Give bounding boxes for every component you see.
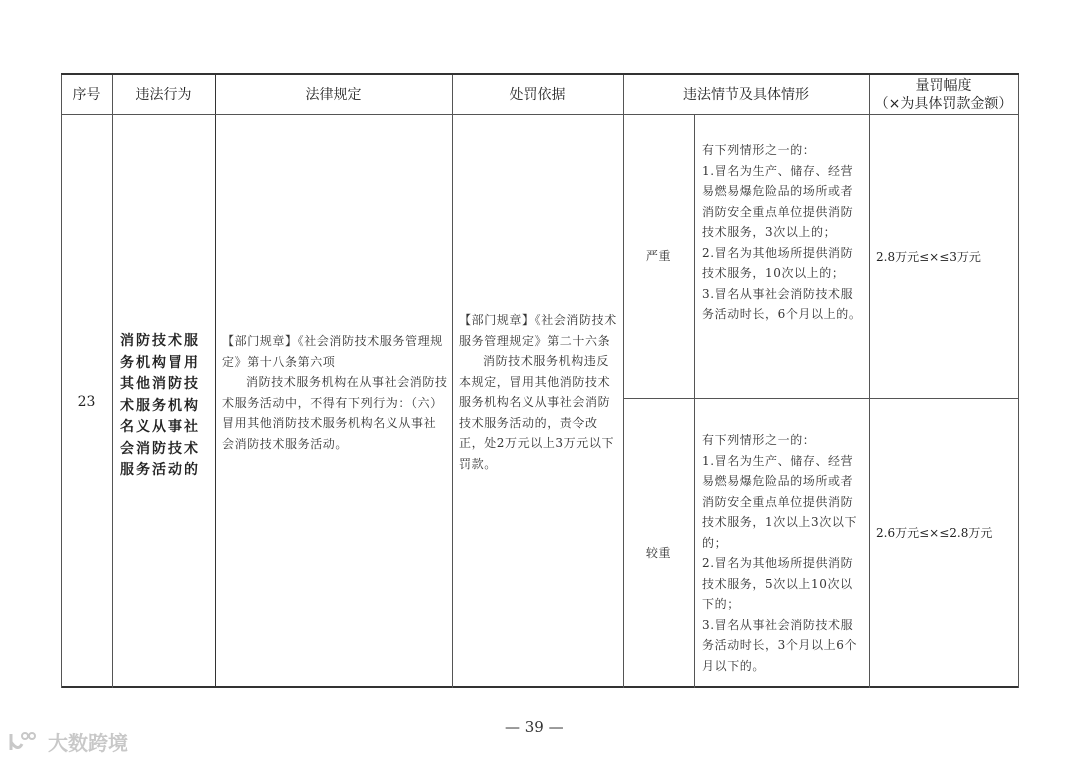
penalty-basis xyxy=(459,310,619,474)
behavior-text: 消防技术服务机构冒用其他消防技术服务机构名义从事社会消防技术服务活动的 xyxy=(120,333,200,478)
page-number: — 39 — xyxy=(505,718,564,736)
detail-line: 3.冒名从事社会消防技术服务活动时长，3个月以上6个月以下的。 xyxy=(702,617,858,673)
watermark xyxy=(8,727,128,756)
relatively-severe-details xyxy=(702,430,864,676)
column-divider xyxy=(452,75,453,688)
watermark-logo-icon xyxy=(8,730,42,754)
row-index: 23 xyxy=(77,393,96,410)
legal-provision-body: 消防技术服务机构在从事社会消防技术服务活动中，不得有下列行为：（六）冒用其他消防技术服务机构名义从事社会消防技术服务活动。 xyxy=(222,375,448,451)
level-severe: 严重 xyxy=(645,249,672,264)
detail-line: 2.冒名为其他场所提供消防技术服务，5次以上10次以下的； xyxy=(702,556,854,611)
header-penalty-range-note: （×为具体罚款金额） xyxy=(874,95,1013,112)
relatively-severe-penalty-range: 2.6万元≤×≤2.8万元 xyxy=(876,526,993,540)
detail-line: 2.冒名为其他场所提供消防技术服务，10次以上的； xyxy=(702,245,854,280)
column-divider xyxy=(869,75,870,688)
header-penalty-basis: 处罚依据 xyxy=(509,86,566,103)
watermark-text: 大数跨境 xyxy=(48,731,128,755)
header-legal-provision: 法律规定 xyxy=(305,86,362,103)
header-circumstances: 违法情节及具体情形 xyxy=(683,86,809,103)
severe-penalty-range: 2.8万元≤×≤3万元 xyxy=(876,250,981,264)
detail-line: 有下列情形之一的： xyxy=(702,433,816,447)
column-divider xyxy=(694,115,695,688)
detail-line: 有下列情形之一的： xyxy=(702,143,816,157)
column-divider xyxy=(215,75,216,688)
header-penalty-range xyxy=(869,75,1018,114)
penalty-basis-body: 消防技术服务机构违反本规定，冒用其他消防技术服务机构名义从事社会消防技术服务活动的，责令改正，处2万元以上3万元以下罚款。 xyxy=(459,354,615,471)
detail-line: 1.冒名为生产、储存、经营易燃易爆危险品的场所或者消防安全重点单位提供消防技术服务，3次以上的； xyxy=(702,163,854,239)
detail-line: 3.冒名从事社会消防技术服务活动时长，6个月以上的。 xyxy=(702,286,862,321)
legal-provision xyxy=(222,331,448,454)
level-relatively-severe: 较重 xyxy=(645,546,672,561)
header-behavior: 违法行为 xyxy=(135,86,192,103)
penalty-table xyxy=(61,73,1019,688)
table-border xyxy=(1018,75,1019,688)
legal-provision-title: 【部门规章】《社会消防技术服务管理规定》第十八条第六项 xyxy=(222,334,443,369)
penalty-basis-title: 【部门规章】《社会消防技术服务管理规定》第二十六条 xyxy=(459,313,617,348)
row-behavior xyxy=(120,331,212,482)
header-index: 序号 xyxy=(72,86,101,103)
header-penalty-range-title: 量罚幅度 xyxy=(915,77,972,94)
detail-line: 1.冒名为生产、储存、经营易燃易爆危险品的场所或者消防安全重点单位提供消防技术服务，1次以上3次以下的； xyxy=(702,453,858,550)
severe-details xyxy=(702,140,864,325)
column-divider xyxy=(112,75,113,688)
